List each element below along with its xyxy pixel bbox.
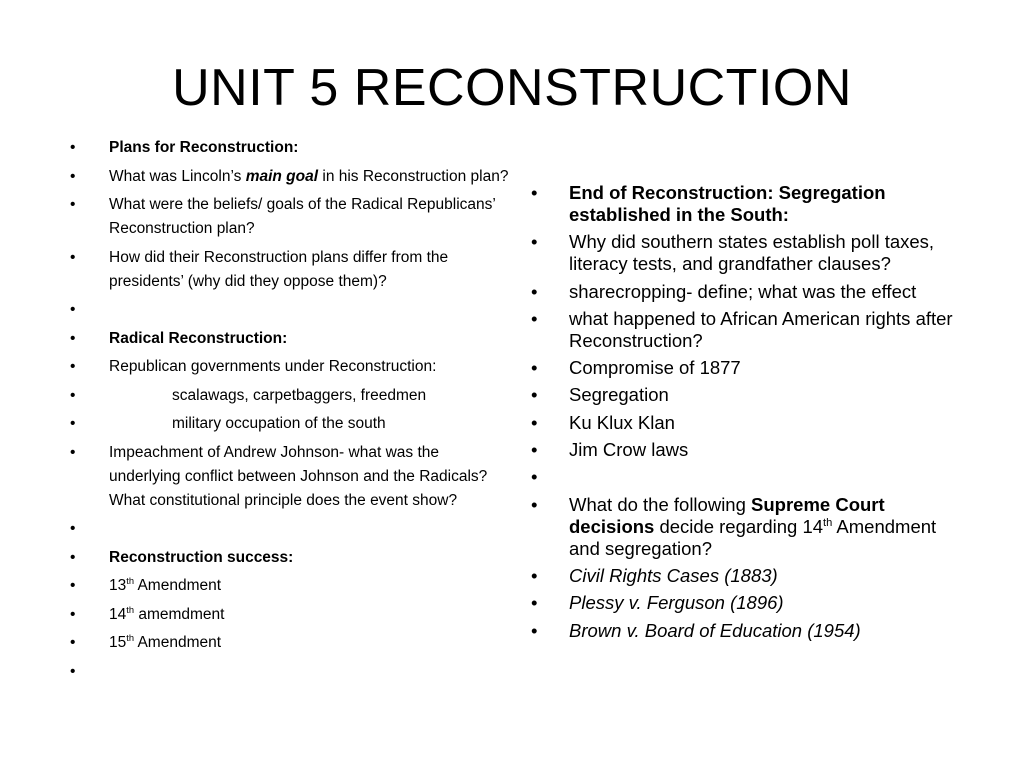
bullet-item: • Impeachment of Andrew Johnson- what was the underlying conflict between Johnson and the Radicals? What constitutional principle does the event show?: [70, 441, 510, 513]
bullet-item: [70, 546, 510, 570]
section-heading-end: End of Reconstruction: Segregation established in the South:: [569, 182, 886, 225]
section-heading-success: Reconstruction success:: [109, 548, 294, 566]
bullet-item-empty: [70, 517, 510, 541]
bullet-item: • sharecropping- define; what was the effect: [531, 281, 971, 303]
bullet-item: • What do the following Supreme Court decisions decide regarding 14th Amendment and segregation?: [531, 494, 971, 560]
bullet-item: • 14th amemdment: [70, 603, 510, 627]
bullet-item: [531, 565, 971, 587]
bullet-item: • what happened to African American rights after Reconstruction?: [531, 308, 971, 352]
case-civil-rights: Civil Rights Cases (1883): [569, 564, 778, 586]
bullet-item: • Ku Klux Klan: [531, 412, 971, 434]
bullet-item: [531, 182, 971, 226]
section-heading-radical: Radical Reconstruction:: [109, 329, 288, 347]
case-brown: Brown v. Board of Education (1954): [569, 619, 861, 641]
case-plessy: Plessy v. Ferguson (1896): [569, 592, 784, 614]
bullet-item: • Republican governments under Reconstruction:: [70, 355, 510, 379]
right-bullet-list: [531, 182, 971, 647]
bullet-item: • Compromise of 1877: [531, 357, 971, 379]
emphasis-supreme-court: Supreme Court decisions: [569, 493, 885, 537]
bullet-item: • Why did southern states establish poll taxes, literacy tests, and grandfather clauses?: [531, 231, 971, 275]
bullet-item-empty: [70, 298, 510, 322]
bullet-item: [531, 592, 971, 614]
bullet-item: • military occupation of the south: [70, 412, 510, 436]
bullet-item: • What was Lincoln’s main goal in his Reconstruction plan?: [70, 165, 510, 189]
bullet-item: • Segregation: [531, 384, 971, 406]
bullet-item: • 15th Amendment: [70, 631, 510, 655]
slide-title: UNIT 5 RECONSTRUCTION: [172, 59, 852, 117]
left-bullet-list: [70, 136, 510, 688]
bullet-item: • Jim Crow laws: [531, 439, 971, 461]
bullet-item: • How did their Reconstruction plans differ from the presidents’ (why did they oppose them)?: [70, 246, 510, 294]
bullet-item: [70, 136, 510, 160]
bullet-item-empty: [531, 466, 971, 488]
bullet-item: [70, 327, 510, 351]
section-heading-plans: Plans for Reconstruction:: [109, 139, 299, 156]
bullet-item: • What were the beliefs/ goals of the Radical Republicans’ Reconstruction plan?: [70, 193, 510, 241]
emphasis-main-goal: main goal: [245, 167, 319, 185]
bullet-item: [531, 620, 971, 642]
bullet-item: • scalawags, carpetbaggers, freedmen: [70, 384, 510, 408]
bullet-item: • 13th Amendment: [70, 574, 510, 598]
bullet-item-empty: [70, 660, 510, 684]
